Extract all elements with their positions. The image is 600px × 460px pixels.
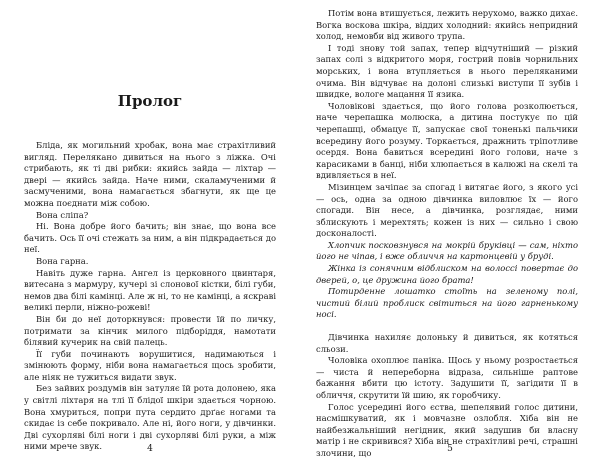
paragraph: Навіть дуже гарна. Ангел із церковного цвинтаря, витесана з мармуру, кучері зі слонової кістки, білі губи, немов два білі камінці. Але ж ні, то не камінці, а яскраві великі перли, ніжно-рожеві! [24, 267, 276, 313]
right-page [300, 0, 600, 460]
paragraph: Чоловікові здається, що його голова розколюється, наче черепашка молюска, а дитина постукує по цій черепашці, обмацує її, запускає свої тоненькі пальчики всередину його розуму. Торкається, дражнить тріпотливе осердя. Вона бавиться всередині його голови, наче з карасиками в банці, ніби хлюпається в калюжі на скелі та вдивляється в неї. [316, 100, 578, 181]
paragraph: Мізинцем зачіпає за спогад і витягає його, з якого усі — ось, одна за одною дівчинка виловлює їх — його спогади. Він несе, а дівчинка, розглядає, ними зблискують і мерехтять; кожен із них — сильно і свою досконалості. [316, 181, 578, 239]
paragraph: Потім вона втишується, лежить нерухомо, важко дихає. Вогка воскова шкіра, віддих холодний: якийсь непридний холод, немовби від живого трупа. [316, 8, 578, 42]
paragraph: Жінка із сонячним відблиском на волоссі повертає до дверей, о, це дружина його брата! [316, 263, 578, 285]
paragraph: Бліда, як могильний хробак, вона має страхітливий вигляд. Перелякано дивиться на нього з ліжка. Очі стрибають, як ті дві рибки: якийсь зайда — ліхтар — двері — якийсь зайда. Наче ними, скаламученими й засмученими, вона намагається збагнути, як ще це можна поєднати між собою. [24, 140, 276, 208]
paragraph: Вона гарна. [36, 255, 89, 266]
paragraph: Ні. Вона добре його бачить; він знає, що вона все бачить. Ось її очі стежать за ним, а він підкрадається до неї. [24, 221, 276, 255]
paragraph: Дівчинка нахиляє долоньку й дивиться, як котяться сльози. [316, 332, 578, 354]
page-number-left: 4 [147, 444, 153, 454]
left-page-text [24, 140, 276, 453]
chapter-title: Пролог [117, 92, 183, 110]
paragraph: Вона сліпа? [36, 209, 89, 220]
page-number-right: 5 [447, 444, 453, 454]
right-page-text [316, 8, 578, 460]
paragraph: Чоловіка охоплює паніка. Щось у ньому розростається — чиста й непереборна відраза, сильніше раптове бажання вбити цю істоту. Задушити її, загідити її в обличчя, скрутити їй шию, як горобчику. [316, 355, 578, 400]
paragraph: Без зайвих роздумів він затуляє їй рота долонею, яка у світлі ліхтаря на тлі її блідої шкіри здається чорною. Вона хмуриться, попри пута сердито дрґає ногами та скидає із себе покривало. Але ні, його ноги, у дівчинки. Дві сухорляві білі ноги і дві сухорляві білі руки, а між ними мрече звук. [24, 383, 276, 452]
paragraph: Голос усередині його єства, шепелявий голос дитини, насмішкуватий, як і мовчазне озлобля. Хіба він не найбезжальніший негідник, який задушив би власну матір і не скривився? Хіба він не страхітливі речі, страшні злочини, що [316, 401, 578, 458]
paragraph: Хлопчик посковзнувся на мокрій бруківці — сам, ніхто його не чіпав, і вже обличчя на картонцевій у бруді. [316, 239, 578, 262]
paragraph: І тоді знову той запах, тепер відчутніший — різкий запах солі з відкритого моря, гострий повів чорнильних морських, і вона втупляється в нього переляканими очима. Він відчуває на долоні слизькі виступи її зубів і швидке, вологе мацання її язика. [316, 42, 578, 100]
paragraph: Її губи починають ворушитися, надимаються і змінюють форму, ніби вона намагається щось зробити, але ніяк не тужиться видати звук. [24, 348, 276, 382]
paragraph: Він би до неї доторкнувся: провести їй по личку, потримати за кінчик милого підборіддя, намотати білявий кучерик на свій палець. [24, 313, 276, 348]
paragraph: Потирденне лошатко стоїть на зеленому полі, чистий білий проблиск світиться на його гарненькому носі. [316, 286, 578, 320]
